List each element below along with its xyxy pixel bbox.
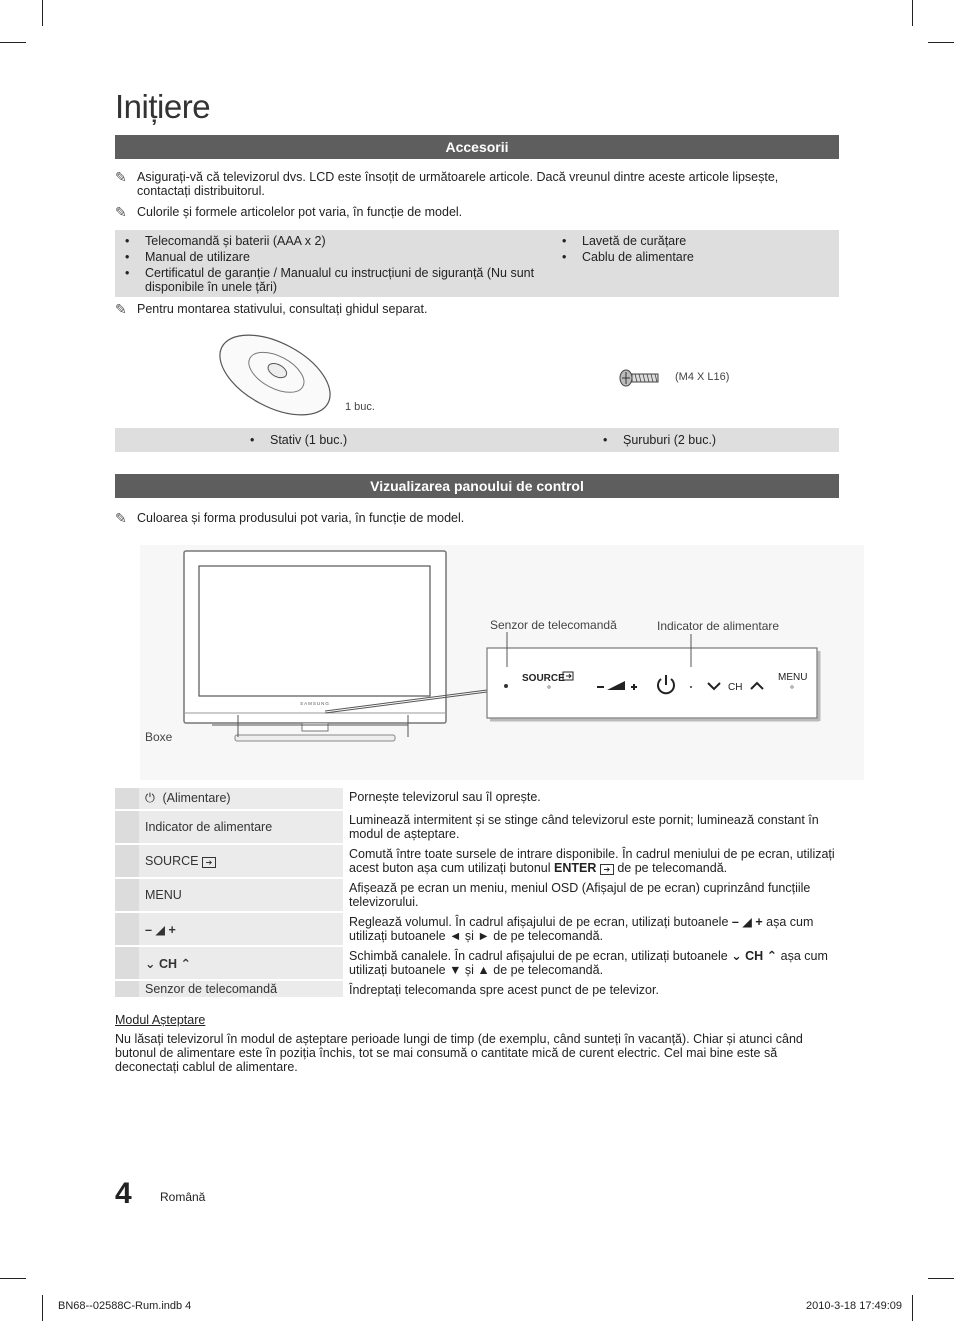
tv-control-panel-diagram <box>140 545 864 780</box>
callout-power-indicator: Indicator de alimentare <box>657 619 780 633</box>
standby-heading: Modul Așteptare <box>115 1013 206 1027</box>
row-desc: Reglează volumul. În cadrul afișajului de pe ecran, utilizați butoanele – ◢ + așa cum utilizați butoanele ◄ și ► de pe telecomandă. <box>343 912 839 946</box>
footer-file: BN68--02588C-Rum.indb 4 <box>58 1300 192 1312</box>
list-item: • Lavetă de curățare <box>552 234 832 248</box>
table-row <box>115 946 839 980</box>
accessories-items-box <box>115 428 839 452</box>
row-name <box>139 946 343 980</box>
pencil-icon: ✎ <box>115 510 127 526</box>
list-item: • Telecomandă și baterii (AAA x 2) <box>115 234 545 248</box>
crop-mark <box>912 0 913 26</box>
pencil-icon: ✎ <box>115 301 127 317</box>
volume-icon: – ◢ + <box>145 922 176 937</box>
accessories-heading: Accesorii <box>115 135 839 159</box>
row-desc: Pornește televizorul sau îl oprește. <box>343 788 839 810</box>
footer-language: Română <box>160 1190 206 1204</box>
standby-text: Nu lăsați televizorul în modul de așteptare perioade lungi de timp (de exemplu, când sunteți în vacanță). Chiar și atunci când butonul de alimentare este în poziția închis, tot se mai consumă o cantitate mică de curent electric. Cel mai bine este să deconectați cablul de alimentare. <box>115 1032 803 1074</box>
channel-icon: ⌄ CH ⌃ <box>145 956 191 971</box>
row-name: SOURCE <box>145 854 199 868</box>
list-item: • Cablu de alimentare <box>552 250 832 264</box>
crop-mark <box>912 1295 913 1321</box>
row-name <box>139 912 343 946</box>
table-row <box>115 844 839 878</box>
crop-mark <box>0 42 26 43</box>
crop-mark <box>42 1295 43 1321</box>
accessories-note-1: ✎ Asigurați-vă că televizorul dvs. LCD este însoțit de următoarele articole. Dacă vreunul dintre aceste articole lipsește, contactați distribuitorul. <box>115 169 779 198</box>
table-row <box>115 810 839 844</box>
row-name: (Alimentare) <box>162 791 231 805</box>
accessories-list-right <box>552 234 832 266</box>
screw-illustration <box>618 368 660 388</box>
crop-mark <box>42 0 43 26</box>
pencil-icon: ✎ <box>115 204 127 220</box>
table-row <box>115 878 839 912</box>
accessories-note-2: ✎ Culorile și formele articolelor pot varia, în funcție de model. <box>115 204 463 220</box>
stand-note: ✎ Pentru montarea stativului, consultați ghidul separat. <box>115 301 428 317</box>
footer-timestamp: 2010-3-18 17:49:09 <box>806 1300 903 1312</box>
screw-spec: (M4 X L16) <box>675 371 730 383</box>
power-icon: ⏻ <box>145 791 155 805</box>
callout-speakers: Boxe <box>145 730 173 744</box>
crop-mark <box>928 1278 954 1279</box>
control-panel-heading: Vizualizarea panoului de control <box>115 474 839 498</box>
source-enter-icon: ➔ <box>202 857 216 868</box>
callout-remote-sensor: Senzor de telecomandă <box>490 618 617 632</box>
accessories-list-left <box>115 234 545 296</box>
row-name: Senzor de telecomandă <box>139 980 343 998</box>
panel-ch-label: CH <box>728 682 743 693</box>
list-item: • Certificatul de garanție / Manualul cu instrucțiuni de siguranță (Nu sunt disponibile în unele țări) <box>115 266 545 294</box>
row-desc: Îndreptați telecomanda spre acest punct de pe televizor. <box>343 980 839 998</box>
list-item: • Șuruburi (2 buc.) <box>593 433 833 447</box>
channel-icon: ⌄ CH ⌃ <box>731 949 778 963</box>
volume-icon: – ◢ + <box>731 915 763 929</box>
row-desc: Comută între toate sursele de intrare disponibile. În cadrul meniului de pe ecran, utilizați acest buton așa cum utilizați butonul ENTER ➔ de pe telecomandă. <box>343 844 839 878</box>
list-item: • Stativ (1 buc.) <box>240 433 520 447</box>
panel-source-label: SOURCE <box>522 673 565 684</box>
source-enter-icon: ➔ <box>600 864 614 875</box>
row-name: MENU <box>139 878 343 912</box>
table-row <box>115 788 839 810</box>
screws-list <box>593 433 833 449</box>
tv-brand-logo: SAMSUNG <box>300 701 330 706</box>
control-panel-note: ✎ Culoarea și forma produsului pot varia, în funcție de model. <box>115 510 465 526</box>
panel-menu-label: MENU <box>778 672 808 683</box>
crop-mark <box>928 42 954 43</box>
stand-quantity: 1 buc. <box>345 401 375 413</box>
table-row <box>115 980 839 998</box>
stand-illustration <box>215 330 345 420</box>
page-number: 4 <box>115 1177 132 1210</box>
accessories-list-box <box>115 230 839 297</box>
pencil-icon: ✎ <box>115 169 127 185</box>
control-table <box>115 788 839 999</box>
table-row <box>115 912 839 946</box>
row-desc: Schimbă canalele. În cadrul afișajului de pe ecran, utilizați butoanele ⌄ CH ⌃ așa cum utilizați butoanele ▼ și ▲ de pe telecomandă. <box>343 946 839 980</box>
crop-mark <box>0 1278 26 1279</box>
row-desc: Afișează pe ecran un meniu, meniul OSD (Afișajul de pe ecran) cuprinzând funcțiile televizorului. <box>343 878 839 912</box>
row-desc: Luminează intermitent și se stinge când televizorul este pornit; luminează constant în modul de așteptare. <box>343 810 839 844</box>
page-title: Inițiere <box>115 88 211 125</box>
row-name: Indicator de alimentare <box>139 810 343 844</box>
list-item: • Manual de utilizare <box>115 250 545 264</box>
stand-list <box>240 433 520 449</box>
